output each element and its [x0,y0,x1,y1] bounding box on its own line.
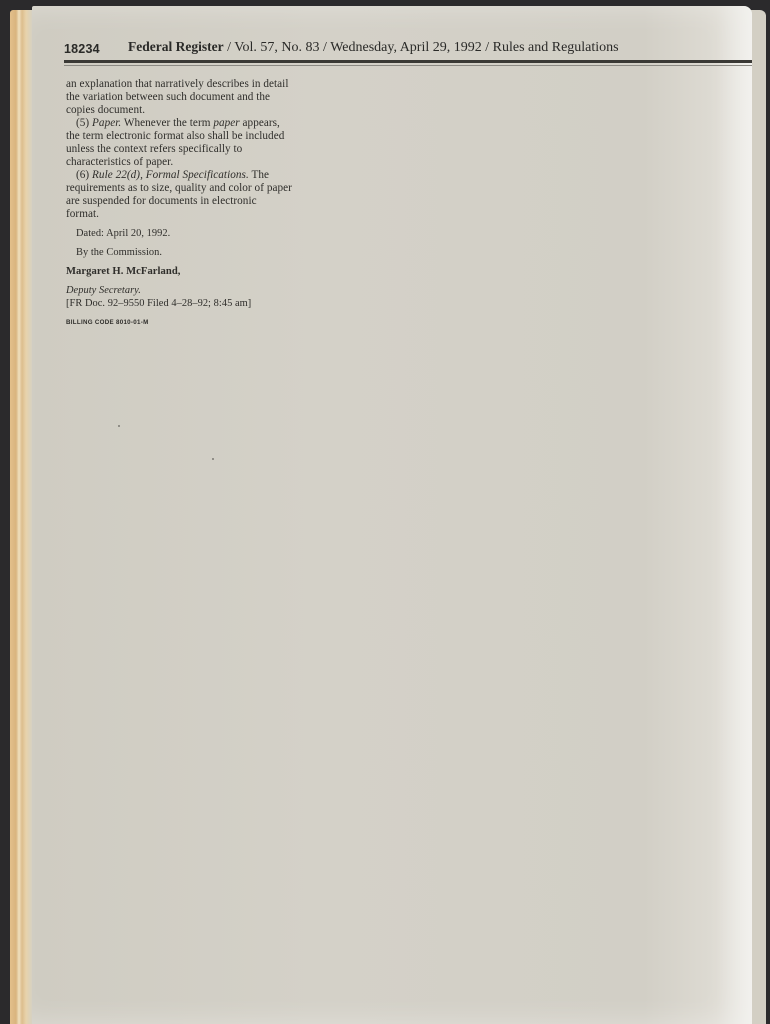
paragraph-text: Whenever the term [121,117,214,129]
signer-title [66,284,292,297]
dated-line: Dated: April 20, 1992. [76,228,171,239]
header-separator: / [319,40,331,55]
publication-name: Federal Register [128,39,224,54]
header-separator: / [223,40,235,55]
issue-date: Wednesday, April 29, 1992 [330,40,482,55]
document-page [32,6,752,1024]
header-line [128,39,619,56]
paragraph-text: appears, the term electronic format also shall be included unless the context refers specifically to characteristics of paper. [66,117,285,168]
text-column [66,78,292,329]
signer-name: Margaret H. McFarland, [66,266,181,277]
paragraph-number: (5) [76,117,93,129]
running-header [64,39,734,57]
fr-doc-line: [FR Doc. 92–9550 Filed 4–28–92; 8:45 am] [66,298,252,309]
paragraph-title: Paper. [92,117,122,129]
paragraph-5 [66,117,292,169]
paragraph-6 [66,169,292,221]
header-rule-thin [64,65,752,66]
paper-speck [212,458,214,460]
continued-paragraph: an explanation that narratively describes in detail the variation between such document and the copies document. [66,78,289,116]
paragraph-text: The requirements as to size, quality and color of paper are suspended for documents in electronic format. [66,169,292,220]
volume-number: Vol. 57, No. 83 [234,40,320,55]
paragraph-title: Rule 22(d), Formal Specifications. [92,169,249,181]
by-commission-line: By the Commission. [76,247,163,258]
paper-speck [118,425,120,427]
section-name: Rules and Regulations [492,40,619,55]
page-number: 18234 [64,42,100,56]
paragraph-number: (6) [76,169,93,181]
signer-title-text: Deputy Secretary. [66,285,141,296]
header-rule [64,60,752,63]
header-separator: / [481,40,493,55]
billing-code: BILLING CODE 8010-01-M [66,319,149,326]
defined-term: paper [213,117,240,129]
